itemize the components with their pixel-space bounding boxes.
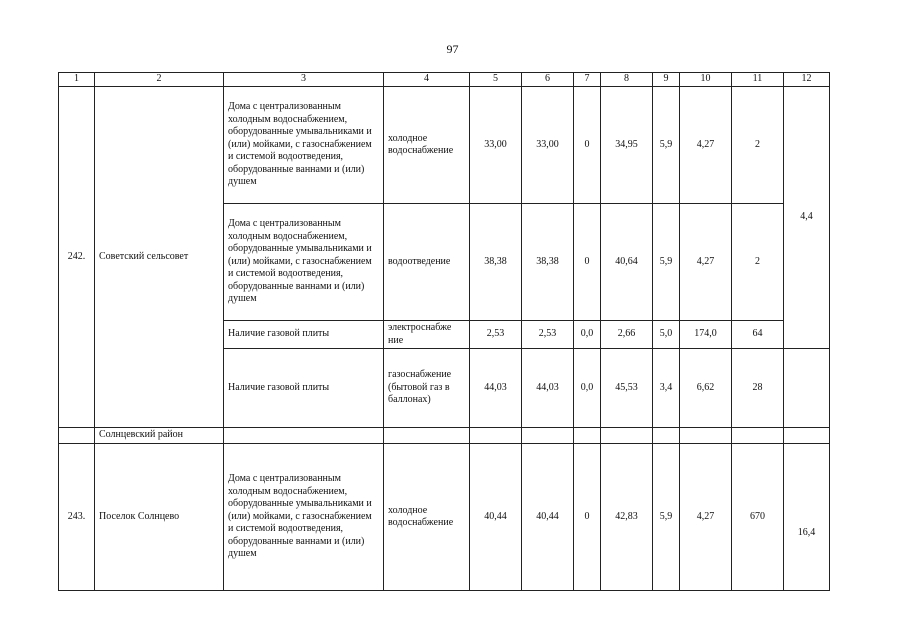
housing-type-cell: Дома с централизованным холодным водоснабжением, оборудованные умывальниками и (или) мойками, с газоснабжением и системой водоотведения, оборудованные ваннами и (или) душем (224, 444, 384, 591)
table-row (59, 428, 830, 444)
value-cell-9: 5,9 (653, 87, 680, 204)
value-cell-8: 2,66 (601, 321, 653, 349)
row-number-cell (59, 428, 95, 444)
header-cell-4: 4 (384, 73, 470, 87)
value-cell-10: 174,0 (680, 321, 732, 349)
value-cell-5: 40,44 (470, 444, 522, 591)
value-cell-8: 34,95 (601, 87, 653, 204)
value-cell-5: 38,38 (470, 204, 522, 321)
header-cell-7: 7 (574, 73, 601, 87)
value-cell-7: 0,0 (574, 321, 601, 349)
header-cell-10: 10 (680, 73, 732, 87)
value-cell-8: 42,83 (601, 444, 653, 591)
header-cell-1: 1 (59, 73, 95, 87)
settlement-cell: Поселок Солнцево (95, 444, 224, 591)
housing-type-cell: Дома с централизованным холодным водоснабжением, оборудованные умывальниками и (или) мойками, с газоснабжением и системой водоотведения, оборудованные ваннами и (или) душем (224, 87, 384, 204)
value-cell-7: 0 (574, 87, 601, 204)
value-cell-5 (470, 428, 522, 444)
value-cell-6: 38,38 (522, 204, 574, 321)
service-cell: водоотведение (384, 204, 470, 321)
value-cell-8: 45,53 (601, 349, 653, 428)
page-number: 97 (446, 42, 459, 56)
value-cell-9 (653, 428, 680, 444)
value-cell-9: 3,4 (653, 349, 680, 428)
housing-type-cell (224, 428, 384, 444)
settlement-cell: Советский сельсовет (95, 87, 224, 428)
housing-type-cell: Наличие газовой плиты (224, 321, 384, 349)
value-cell-6: 40,44 (522, 444, 574, 591)
housing-type-cell: Дома с централизованным холодным водоснабжением, оборудованные умывальниками и (или) мойками, с газоснабжением и системой водоотведения, оборудованные ваннами и (или) душем (224, 204, 384, 321)
value-cell-9: 5,9 (653, 444, 680, 591)
value-cell-7: 0 (574, 204, 601, 321)
value-cell-10: 6,62 (680, 349, 732, 428)
value-cell-10 (680, 428, 732, 444)
header-cell-8: 8 (601, 73, 653, 87)
value-cell-11: 2 (732, 87, 784, 204)
value-cell-12: 16,4 (784, 444, 830, 591)
value-cell-11 (732, 428, 784, 444)
row-number-cell: 242. (59, 87, 95, 428)
header-cell-11: 11 (732, 73, 784, 87)
value-cell-5: 2,53 (470, 321, 522, 349)
header-row (59, 73, 830, 87)
value-cell-11: 670 (732, 444, 784, 591)
value-cell-11: 28 (732, 349, 784, 428)
value-cell-5: 44,03 (470, 349, 522, 428)
value-cell-10: 4,27 (680, 444, 732, 591)
header-cell-2: 2 (95, 73, 224, 87)
header-cell-6: 6 (522, 73, 574, 87)
value-cell-12 (784, 428, 830, 444)
header-cell-3: 3 (224, 73, 384, 87)
header-cell-12: 12 (784, 73, 830, 87)
service-cell: холодное водоснабжение (384, 87, 470, 204)
header-cell-9: 9 (653, 73, 680, 87)
value-cell-10: 4,27 (680, 87, 732, 204)
service-cell (384, 428, 470, 444)
value-cell-12 (784, 349, 830, 428)
value-cell-12: 4,4 (784, 87, 830, 349)
value-cell-7: 0 (574, 444, 601, 591)
housing-type-cell: Наличие газовой плиты (224, 349, 384, 428)
value-cell-8: 40,64 (601, 204, 653, 321)
row-number-cell: 243. (59, 444, 95, 591)
tariff-table (58, 72, 830, 591)
value-cell-9: 5,0 (653, 321, 680, 349)
service-cell: электроснабже ние (384, 321, 470, 349)
table-row (59, 444, 830, 591)
value-cell-6: 44,03 (522, 349, 574, 428)
value-cell-5: 33,00 (470, 87, 522, 204)
value-cell-6: 33,00 (522, 87, 574, 204)
table-row (59, 87, 830, 204)
value-cell-6 (522, 428, 574, 444)
service-cell: холодное водоснабжение (384, 444, 470, 591)
district-cell: Солнцевский район (95, 428, 224, 444)
value-cell-6: 2,53 (522, 321, 574, 349)
value-cell-11: 64 (732, 321, 784, 349)
value-cell-11: 2 (732, 204, 784, 321)
service-cell: газоснабжение (бытовой газ в баллонах) (384, 349, 470, 428)
value-cell-9: 5,9 (653, 204, 680, 321)
value-cell-7: 0,0 (574, 349, 601, 428)
value-cell-7 (574, 428, 601, 444)
value-cell-10: 4,27 (680, 204, 732, 321)
value-cell-8 (601, 428, 653, 444)
header-cell-5: 5 (470, 73, 522, 87)
